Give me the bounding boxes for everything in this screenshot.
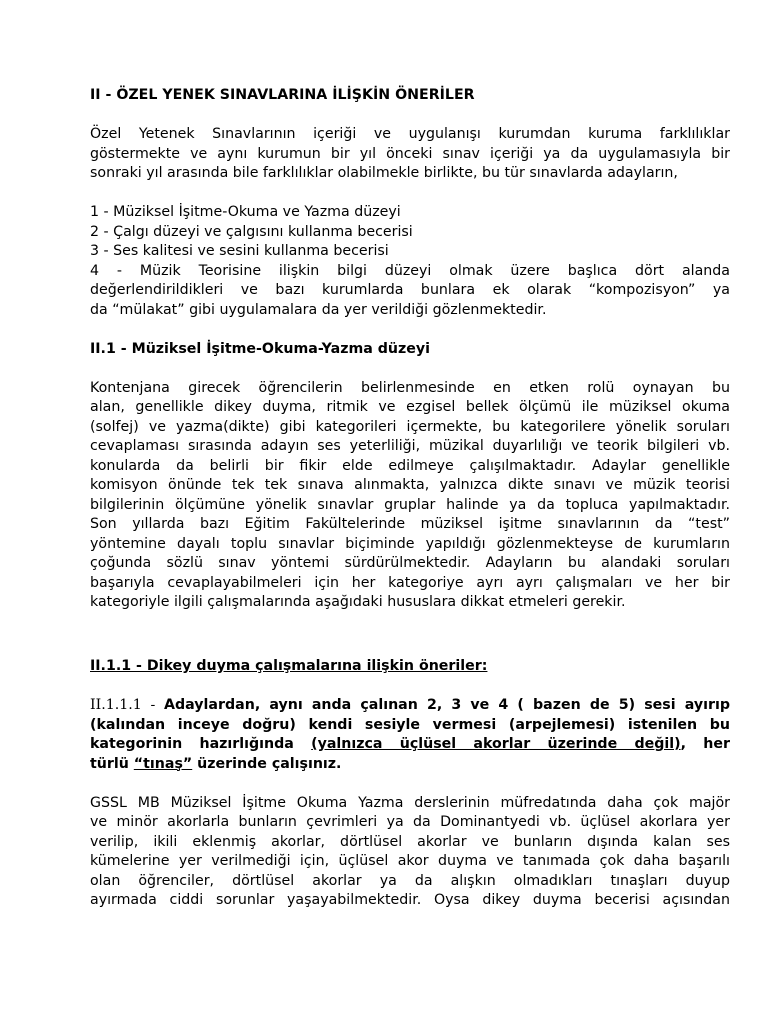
- text-line: konularda da belirli bir fikir elde edilmeye çalışılmaktadır. Adaylar genellikle: [90, 457, 730, 474]
- bold-text: kategorinin hazırlığında: [90, 736, 312, 752]
- bold-text: (kalından inceye doğru) kendi sesiyle vermesi (arpejlemesi) istenilen bu: [90, 716, 730, 733]
- subsubsection-heading: II.1.1 - Dikey duyma çalışmalarına ilişkin öneriler:: [90, 658, 488, 674]
- text-line: çoğunda sözlü sınav yöntemi sürdürülmektedir. Adayların bu alandaki soruları: [90, 555, 730, 571]
- bold-text: üzerinde çalışınız.: [192, 755, 342, 772]
- text-line: alan, genellikle dikey duyma, ritmik ve ezgisel bellek ölçümü ile müziksel okuma: [90, 399, 730, 415]
- text-line: kategoriyle ilgili çalışmalarında aşağıdaki hususlara dikkat etmeleri gerekir.: [90, 594, 626, 610]
- text-line: cevaplaması sırasında adayın ses yeterliliği, müzikal duyarlılığı ve teorik bilgileri vb.: [90, 438, 730, 454]
- text-line: kümelerine yer verilmediği için, üçlüsel akor duyma ve tanımada çok daha başarılı: [90, 853, 730, 869]
- text-line: Özel Yetenek Sınavlarının içeriği ve uygulanışı kurumdan kuruma farklılıklar: [90, 126, 730, 142]
- bold-text: Adaylardan, aynı anda çalınan 2, 3 ve 4 ( bazen de 5) sesi ayırıp: [164, 697, 730, 713]
- text-line: [90, 755, 730, 775]
- item-ii111-paragraph: [90, 696, 730, 774]
- text-line: komisyon önünde tek tek sınava alınmakta, yalnızca dikte sınavı ve müzik teorisi: [90, 477, 730, 493]
- text-line: verilip, ikili eklenmiş akorlar, dörtlüsel akorlar ve bunların dışında kalan ses: [90, 833, 730, 850]
- bold-text: türlü: [90, 755, 134, 772]
- text-line: yöntemine dayalı toplu sınavlar biçiminde yapıldığı gözlenmekteyse de kurumların: [90, 535, 730, 552]
- text-line: da “mülakat” gibi uygulamalara da yer verildiği gözlenmektedir.: [90, 301, 547, 318]
- text-line: ve minör akorlarla bunların çevrimleri ya da Dominantyedi vb. üçlüsel akorlara yer: [90, 814, 730, 830]
- text-line: olan öğrenciler, dörtlüsel akorlar ya da alışkın olmadıkları tınaşları duyup: [90, 872, 730, 889]
- list-item: 3 - Ses kalitesi ve sesini kullanma becerisi: [90, 243, 389, 259]
- text-line: sonraki yıl arasında bile farklılıklar olabilmekle birlikte, bu tür sınavlarda adayların,: [90, 165, 678, 181]
- item-number: II.1.1.1 -: [90, 697, 165, 713]
- subsection-paragraph: [90, 379, 730, 613]
- category-list: [90, 203, 730, 320]
- text-line: Kontenjana girecek öğrencilerin belirlenmesinde en etken rolü oynayan bu: [90, 379, 730, 396]
- subsection-heading: II.1 - Müziksel İşitme-Okuma-Yazma düzeyi: [90, 340, 430, 357]
- text-line: değerlendirildikleri ve bazı kurumlarda bunlara ek olarak “kompozisyon” ya: [90, 282, 730, 298]
- text-line: Son yıllarda bazı Eğitim Fakültelerinde müziksel işitme sınavlarının da “test”: [90, 516, 730, 532]
- text-line: ayırmada ciddi sorunlar yaşayabilmektedir. Oysa dikey duyma becerisi açısından: [90, 892, 730, 908]
- text-line: [90, 735, 730, 755]
- document-page: [90, 86, 730, 911]
- gssl-paragraph: [90, 794, 730, 911]
- intro-paragraph: [90, 125, 730, 184]
- list-item: 1 - Müziksel İşitme-Okuma ve Yazma düzeyi: [90, 204, 401, 220]
- text-line: (solfej) ve yazma(dikte) gibi kategorileri içermekte, bu kategorilere yönelik soruları: [90, 418, 730, 435]
- section-heading: II - ÖZEL YENEK SINAVLARINA İLİŞKİN ÖNERİLER: [90, 87, 475, 103]
- text-line: bilgilerinin ölçümüne yönelik sınavlar gruplar halinde ya da topluca yapılmaktadır.: [90, 496, 730, 513]
- underlined-text: (yalnızca üçlüsel akorlar üzerinde değil): [311, 736, 681, 752]
- text-line: başarıyla cevaplayabilmeleri için her kategoriye ayrı ayrı çalışmaları ve her bir: [90, 574, 730, 591]
- text-line: GSSL MB Müziksel İşitme Okuma Yazma derslerinin müfredatında daha çok majör: [90, 794, 730, 811]
- text-line: göstermekte ve aynı kurumun bir yıl önceki sınav içeriği ya da uygulamasıyla bir: [90, 145, 730, 162]
- underlined-text: “tınaş”: [133, 755, 193, 772]
- list-item: 2 - Çalgı düzeyi ve çalgısını kullanma becerisi: [90, 223, 413, 240]
- list-item: 4 - Müzik Teorisine ilişkin bilgi düzeyi olmak üzere başlıca dört alanda: [90, 262, 730, 279]
- bold-text: , her: [680, 736, 730, 752]
- text-line: [90, 696, 730, 716]
